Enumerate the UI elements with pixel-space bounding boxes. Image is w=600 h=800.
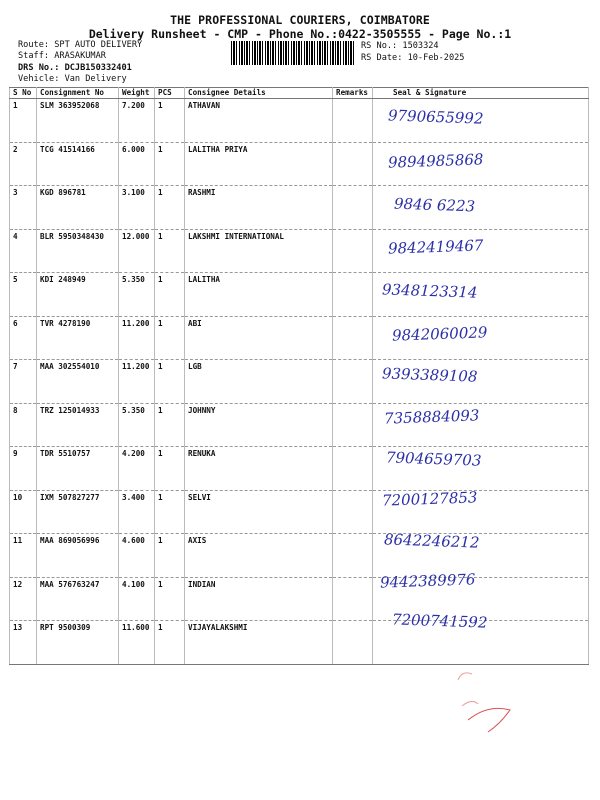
row-signature-cell: [373, 316, 589, 360]
row-remarks: [333, 577, 373, 621]
row-remarks: [333, 621, 373, 665]
row-sno: 8: [10, 403, 37, 447]
row-consignment: KDI 248949: [37, 273, 119, 317]
row-sno: 4: [10, 229, 37, 273]
row-signature-cell: [373, 447, 589, 491]
handwritten-signature: 9842060029: [391, 323, 488, 345]
col-header-consignee: Consignee Details: [185, 88, 333, 99]
row-consignee: VIJAYALAKSHMI: [185, 621, 333, 665]
table-row: [10, 142, 589, 186]
row-sno: 7: [10, 360, 37, 404]
row-weight: 7.200: [119, 99, 155, 143]
row-remarks: [333, 534, 373, 578]
row-signature-cell: [373, 99, 589, 143]
row-sno: 6: [10, 316, 37, 360]
row-consignee: LALITHA: [185, 273, 333, 317]
handwritten-signature: 7200127853: [381, 488, 478, 510]
route-label: Route: SPT AUTO DELIVERY: [18, 40, 143, 50]
row-signature-cell: [373, 229, 589, 273]
row-weight: 11.200: [119, 360, 155, 404]
row-consignee: JOHNNY: [185, 403, 333, 447]
staff-label: Staff: ARASAKUMAR: [18, 51, 106, 61]
row-pcs: 1: [155, 403, 185, 447]
row-signature-cell: [373, 534, 589, 578]
row-consignee: LALITHA PRIYA: [185, 142, 333, 186]
row-consignment: KGD 896781: [37, 186, 119, 230]
row-consignment: TDR 5510757: [37, 447, 119, 491]
runsheet-subtitle: Delivery Runsheet - CMP - Phone No.:0422-3505555 - Page No.:1: [88, 27, 512, 41]
row-pcs: 1: [155, 360, 185, 404]
col-header-sno: S No: [10, 88, 37, 99]
handwritten-signature: 9348123314: [381, 280, 478, 302]
row-signature-cell: [373, 360, 589, 404]
row-pcs: 1: [155, 142, 185, 186]
table-row: [10, 360, 589, 404]
row-weight: 6.000: [119, 142, 155, 186]
row-weight: 5.350: [119, 403, 155, 447]
row-remarks: [333, 186, 373, 230]
table-row: [10, 229, 589, 273]
row-sno: 12: [10, 577, 37, 621]
row-weight: 4.100: [119, 577, 155, 621]
table-row: [10, 447, 589, 491]
row-remarks: [333, 99, 373, 143]
col-header-pcs: PCS: [155, 88, 185, 99]
row-weight: 4.600: [119, 534, 155, 578]
row-consignment: RPT 9500309: [37, 621, 119, 665]
row-consignee: LGB: [185, 360, 333, 404]
row-signature-cell: [373, 621, 589, 665]
row-consignee: RASHMI: [185, 186, 333, 230]
row-weight: 3.100: [119, 186, 155, 230]
handwritten-signature: 7358884093: [383, 406, 480, 428]
table-row: [10, 186, 589, 230]
row-consignment: MAA 869056996: [37, 534, 119, 578]
handwritten-signature: 9894985868: [387, 150, 484, 172]
row-remarks: [333, 360, 373, 404]
table-row: [10, 621, 589, 665]
drs-label: DRS No.: DCJB150332401: [18, 63, 132, 73]
table-header-row: [10, 88, 589, 99]
row-pcs: 1: [155, 577, 185, 621]
handwritten-signature: 9842419467: [387, 236, 484, 258]
col-header-signature: Seal & Signature: [373, 88, 589, 99]
stamp-mark: [448, 660, 528, 740]
rs-number: RS No.: 1503324: [361, 41, 439, 51]
row-consignee: RENUKA: [185, 447, 333, 491]
row-sno: 2: [10, 142, 37, 186]
row-pcs: 1: [155, 621, 185, 665]
row-consignee: SELVI: [185, 490, 333, 534]
row-consignee: ABI: [185, 316, 333, 360]
row-pcs: 1: [155, 316, 185, 360]
company-title: THE PROFESSIONAL COURIERS, COIMBATORE: [170, 13, 430, 27]
row-sno: 9: [10, 447, 37, 491]
row-pcs: 1: [155, 490, 185, 534]
col-header-remarks: Remarks: [333, 88, 373, 99]
row-pcs: 1: [155, 99, 185, 143]
row-consignee: AXIS: [185, 534, 333, 578]
row-remarks: [333, 273, 373, 317]
row-signature-cell: [373, 577, 589, 621]
handwritten-signature: 9790655992: [387, 106, 484, 128]
row-remarks: [333, 447, 373, 491]
row-consignment: TVR 4278190: [37, 316, 119, 360]
handwritten-signature: 9442389976: [379, 570, 476, 592]
vehicle-label: Vehicle: Van Delivery: [18, 74, 127, 84]
handwritten-signature: 9846 6223: [393, 194, 476, 216]
table-row: [10, 490, 589, 534]
table-row: [10, 534, 589, 578]
row-sno: 5: [10, 273, 37, 317]
handwritten-signature: 9393389108: [381, 364, 478, 386]
row-signature-cell: [373, 142, 589, 186]
row-remarks: [333, 490, 373, 534]
table-row: [10, 403, 589, 447]
row-consignment: TRZ 125014933: [37, 403, 119, 447]
table-row: [10, 316, 589, 360]
row-consignment: MAA 576763247: [37, 577, 119, 621]
row-weight: 12.000: [119, 229, 155, 273]
row-consignee: INDIAN: [185, 577, 333, 621]
row-consignment: BLR 5950348430: [37, 229, 119, 273]
row-consignee: ATHAVAN: [185, 99, 333, 143]
handwritten-signature: 7200741592: [391, 610, 488, 632]
row-pcs: 1: [155, 186, 185, 230]
runsheet-table: [9, 87, 589, 665]
barcode: [231, 41, 355, 65]
row-remarks: [333, 142, 373, 186]
row-weight: 11.200: [119, 316, 155, 360]
handwritten-signature: 7904659703: [385, 448, 482, 470]
col-header-consignment: Consignment No: [37, 88, 119, 99]
row-weight: 11.600: [119, 621, 155, 665]
row-pcs: 1: [155, 229, 185, 273]
row-pcs: 1: [155, 447, 185, 491]
row-sno: 3: [10, 186, 37, 230]
row-sno: 13: [10, 621, 37, 665]
row-remarks: [333, 403, 373, 447]
table-row: [10, 273, 589, 317]
row-signature-cell: [373, 490, 589, 534]
table-row: [10, 99, 589, 143]
row-sno: 1: [10, 99, 37, 143]
row-consignment: TCG 41514166: [37, 142, 119, 186]
row-sno: 11: [10, 534, 37, 578]
row-sno: 10: [10, 490, 37, 534]
row-pcs: 1: [155, 273, 185, 317]
table-row: [10, 577, 589, 621]
row-weight: 4.200: [119, 447, 155, 491]
row-remarks: [333, 229, 373, 273]
row-signature-cell: [373, 273, 589, 317]
row-signature-cell: [373, 403, 589, 447]
row-weight: 3.400: [119, 490, 155, 534]
handwritten-signature: 8642246212: [383, 530, 480, 552]
row-pcs: 1: [155, 534, 185, 578]
row-signature-cell: [373, 186, 589, 230]
row-weight: 5.350: [119, 273, 155, 317]
col-header-weight: Weight: [119, 88, 155, 99]
rs-date: RS Date: 10-Feb-2025: [361, 53, 465, 63]
row-consignment: IXM 507827277: [37, 490, 119, 534]
row-consignment: MAA 302554010: [37, 360, 119, 404]
row-consignment: SLM 363952068: [37, 99, 119, 143]
row-consignee: LAKSHMI INTERNATIONAL: [185, 229, 333, 273]
row-remarks: [333, 316, 373, 360]
